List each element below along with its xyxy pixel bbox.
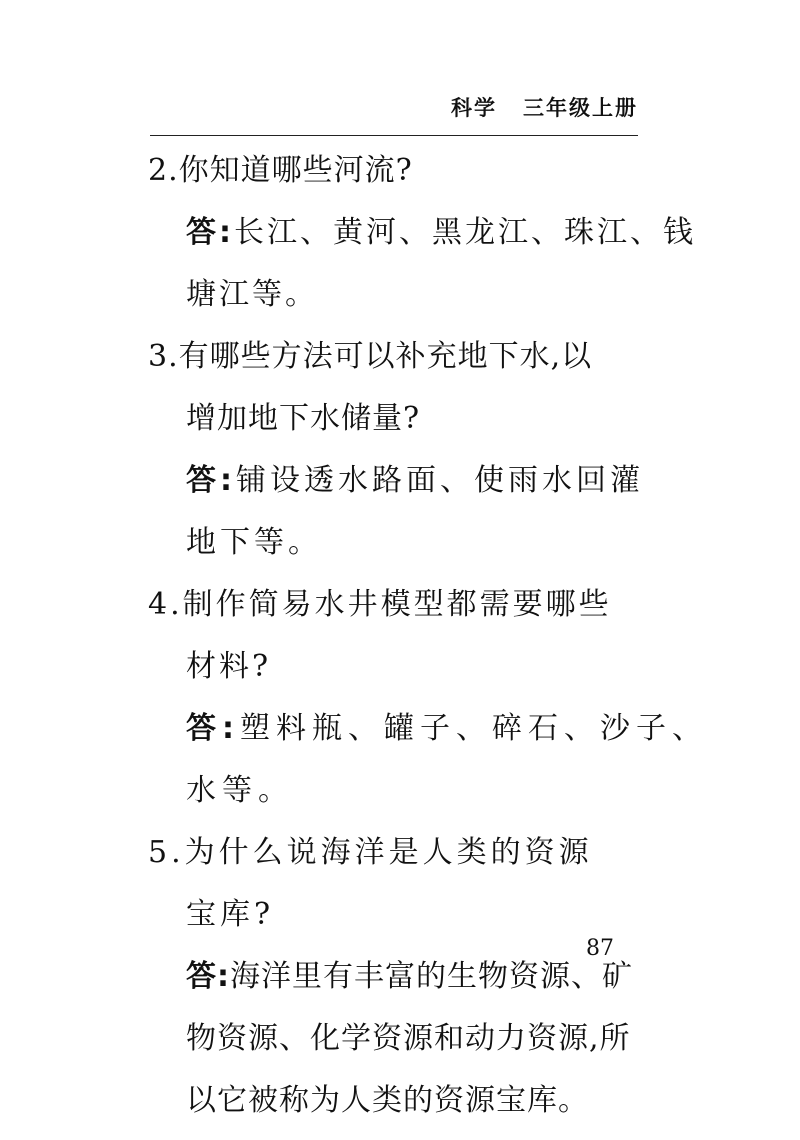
answer-2-text-1: 长江、黄河、黑龙江、珠江、钱: [234, 215, 696, 250]
question-block-3: [148, 328, 644, 576]
answer-3-text-1: 铺设透水路面、使雨水回灌: [236, 463, 644, 498]
answer-3-line-1: [148, 452, 644, 514]
answer-5-text-1: 海洋里有丰富的生物资源、矿: [230, 959, 633, 994]
answer-label: 答:: [186, 463, 236, 498]
question-block-5: [148, 824, 640, 1134]
answer-5-line-3: 以它被称为人类的资源宝库。: [186, 1083, 589, 1118]
answer-label: 答:: [186, 959, 230, 994]
answer-4-line-1: [148, 700, 708, 762]
question-3-line-1: 3.有哪些方法可以补充地下水,以: [148, 339, 593, 374]
question-4-line-1: 4.制作简易水井模型都需要哪些: [148, 587, 612, 622]
header-grade: 三年级上册: [523, 96, 638, 120]
header-subject: 科学: [451, 96, 497, 120]
answer-label: 答:: [186, 215, 234, 250]
question-5-line-2: 宝库?: [186, 897, 275, 932]
question-3-line-2: 增加地下水储量?: [186, 401, 421, 436]
answer-4-text-1: 塑料瓶、罐子、碎石、沙子、: [240, 711, 708, 746]
question-block-2: [148, 142, 696, 328]
answer-2-line-1: [148, 204, 696, 266]
answer-5-line-1: [148, 948, 640, 1010]
question-4-line-2: 材料?: [186, 649, 272, 684]
header-rule: [150, 135, 638, 136]
qa-content: [148, 142, 708, 1134]
answer-4-line-2: 水等。: [186, 773, 294, 808]
answer-3-line-2: 地下等。: [186, 525, 322, 560]
running-header: [451, 92, 638, 122]
page-number: 87: [586, 936, 614, 961]
answer-2-line-2: 塘江等。: [186, 277, 318, 312]
answer-5-line-2: 物资源、化学资源和动力资源,所: [186, 1021, 631, 1056]
question-block-4: [148, 576, 708, 824]
question-5-line-1: 5.为什么说海洋是人类的资源: [148, 835, 593, 870]
question-2-line-1: 2.你知道哪些河流?: [148, 153, 413, 188]
answer-label: 答:: [186, 711, 240, 746]
